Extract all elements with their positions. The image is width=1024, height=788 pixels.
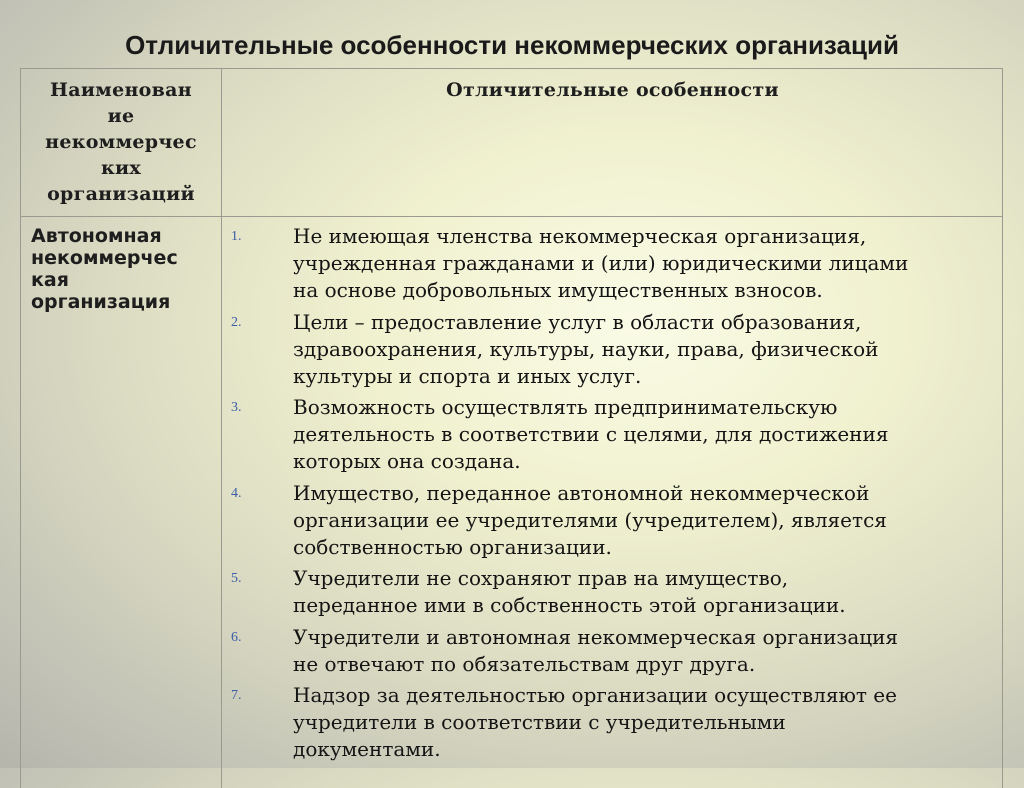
feature-line: собственностью организации. — [293, 535, 612, 559]
feature-line: учредители в соответствии с учредительными — [293, 710, 786, 734]
feature-text — [293, 394, 1003, 475]
feature-line: Возможность осуществлять предпринимательскую — [293, 395, 838, 419]
column-divider — [221, 69, 222, 788]
feature-number: 2. — [231, 315, 242, 330]
feature-line: деятельность в соответствии с целями, для достижения — [293, 422, 889, 446]
feature-text — [293, 223, 1003, 304]
feature-line: культуры и спорта и иных услуг. — [293, 364, 642, 388]
feature-line: Учредители и автономная некоммерческая организация — [293, 625, 899, 649]
feature-number: 1. — [231, 229, 242, 244]
feature-text — [293, 565, 1003, 619]
header-name-line: Наименован — [50, 79, 192, 101]
org-name-line: некоммерчес — [31, 247, 178, 269]
org-name-cell — [31, 225, 217, 313]
feature-number: 7. — [231, 688, 242, 703]
features-table — [20, 68, 1003, 788]
feature-number: 4. — [231, 486, 242, 501]
feature-number: 6. — [231, 630, 242, 645]
header-name-column — [21, 77, 221, 207]
feature-line: Не имеющая членства некоммерческая организация, — [293, 224, 867, 248]
header-name-line: ких — [100, 157, 142, 179]
feature-text — [293, 682, 1003, 763]
feature-line: которых она создана. — [293, 449, 521, 473]
feature-text — [293, 480, 1003, 561]
feature-line: Имущество, переданное автономной некоммерческой — [293, 481, 870, 505]
feature-line: переданное ими в собственность этой организации. — [293, 593, 846, 617]
feature-line: Цели – предоставление услуг в области образования, — [293, 310, 862, 334]
header-name-line: ие — [107, 105, 135, 127]
header-features-column: Отличительные особенности — [446, 79, 779, 101]
feature-line: Учредители не сохраняют прав на имущество, — [293, 566, 789, 590]
feature-line: здравоохранения, культуры, науки, права, физической — [293, 337, 879, 361]
org-name-line: Автономная — [31, 225, 162, 247]
header-divider — [21, 216, 1002, 217]
feature-line: документами. — [293, 737, 441, 761]
feature-text — [293, 309, 1003, 390]
feature-number: 3. — [231, 400, 242, 415]
feature-line: организации ее учредителями (учредителем), является — [293, 508, 887, 532]
header-name-line: организаций — [47, 183, 195, 205]
feature-line: не отвечают по обязательствам друг друга. — [293, 652, 756, 676]
feature-line: на основе добровольных имущественных взносов. — [293, 278, 823, 302]
slide-title: Отличительные особенности некоммерческих организаций — [125, 30, 899, 60]
org-name-line: организация — [31, 291, 171, 313]
feature-number: 5. — [231, 571, 242, 586]
feature-text — [293, 624, 1003, 678]
feature-line: Надзор за деятельностью организации осуществляют ее — [293, 683, 897, 707]
feature-line: учрежденная гражданами и (или) юридическими лицами — [293, 251, 909, 275]
header-name-line: некоммерчес — [45, 131, 197, 153]
org-name-line: кая — [31, 269, 69, 291]
